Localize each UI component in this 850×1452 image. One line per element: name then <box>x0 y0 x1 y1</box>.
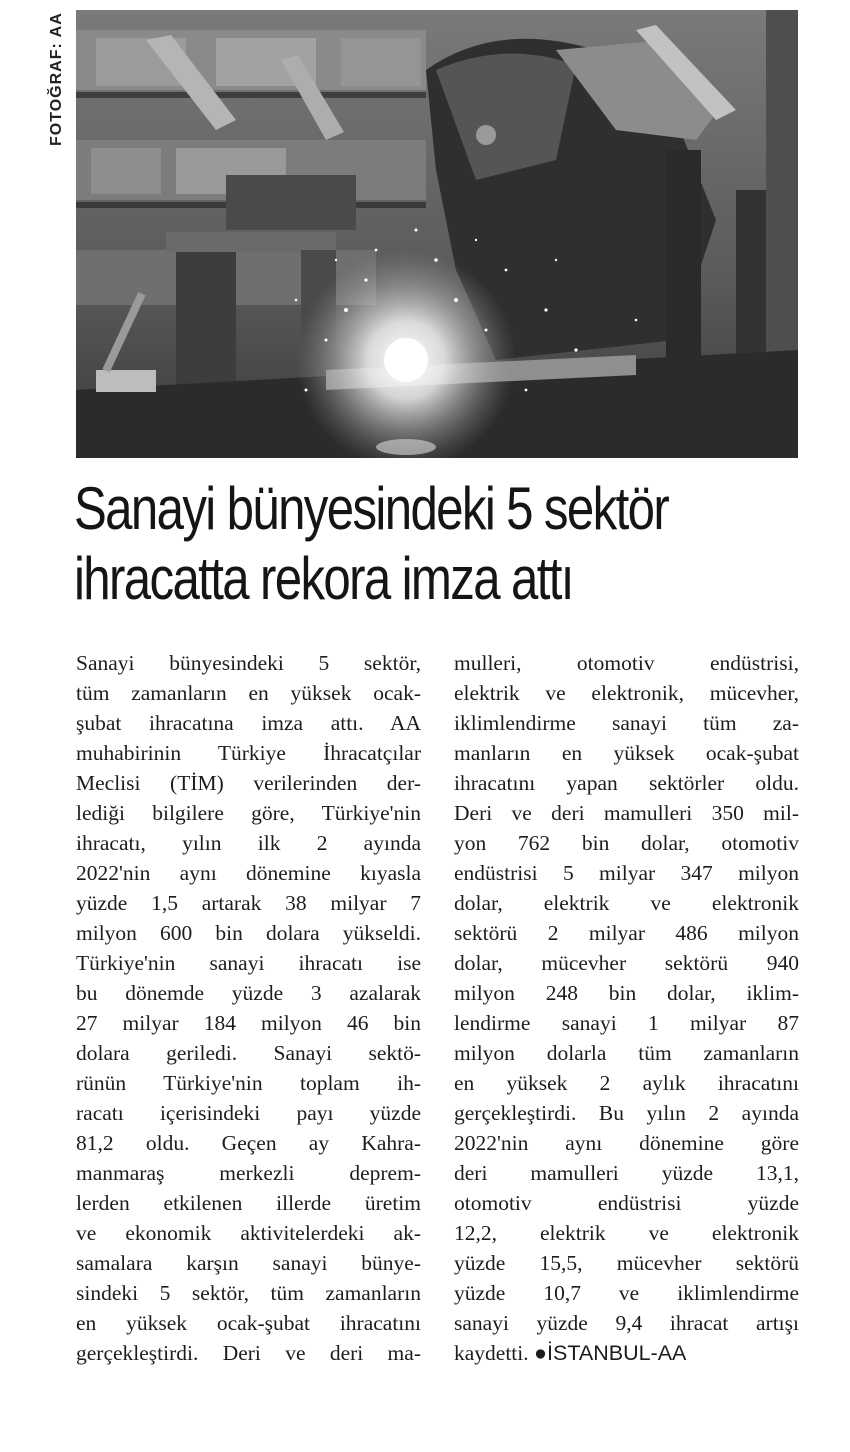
text-line: ihracatını yapan sektörler oldu. <box>454 771 799 795</box>
text-line: 81,2 oldu. Geçen ay Kahra- <box>76 1131 421 1155</box>
text-line: gerçekleştirdi. Deri ve deri ma- <box>76 1341 421 1365</box>
text-line: racatı içerisindeki payı yüzde <box>76 1101 421 1125</box>
text-line: manların en yüksek ocak-şubat <box>454 741 799 765</box>
final-text-line <box>454 1338 799 1368</box>
text-line: gerçekleştirdi. Bu yılın 2 ayında <box>454 1101 799 1125</box>
text-line: ve ekonomik aktivitelerdeki ak- <box>76 1221 421 1245</box>
text-line: en yüksek 2 aylık ihracatını <box>454 1071 799 1095</box>
text-line: lediği bilgilere göre, Türkiye'nin <box>76 801 421 825</box>
text-line: otomotiv endüstrisi yüzde <box>454 1191 799 1215</box>
bullet-icon: ● <box>534 1341 548 1365</box>
text-line: deri mamulleri yüzde 13,1, <box>454 1161 799 1185</box>
text-line: en yüksek ocak-şubat ihracatını <box>76 1311 421 1335</box>
text-line: mulleri, otomotiv endüstrisi, <box>454 651 799 675</box>
headline-line-2: ihracatta rekora imza attı <box>74 545 573 612</box>
text-line: rünün Türkiye'nin toplam ih- <box>76 1071 421 1095</box>
headline-line-1: Sanayi bünyesindeki 5 sektör <box>74 475 669 542</box>
text-line: yüzde 15,5, mücevher sektörü <box>454 1251 799 1275</box>
text-line: samalara karşın sanayi bünye- <box>76 1251 421 1275</box>
text-line: muhabirinin Türkiye İhracatçılar <box>76 741 421 765</box>
text-line: endüstrisi 5 milyar 347 milyon <box>454 861 799 885</box>
text-line: Türkiye'nin sanayi ihracatı ise <box>76 951 421 975</box>
text-line: milyon dolarla tüm zamanların <box>454 1041 799 1065</box>
text-line: 27 milyar 184 milyon 46 bin <box>76 1011 421 1035</box>
text-line: ihracatı, yılın ilk 2 ayında <box>76 831 421 855</box>
byline: İSTANBUL-AA <box>547 1341 687 1365</box>
text-line: elektrik ve elektronik, mücevher, <box>454 681 799 705</box>
text-line: 12,2, elektrik ve elektronik <box>454 1221 799 1245</box>
welding-worker-photo <box>76 10 798 458</box>
text-line: Sanayi bünyesindeki 5 sektör, <box>76 651 421 675</box>
text-line: dolar, elektrik ve elektronik <box>454 891 799 915</box>
text-line: milyon 248 bin dolar, iklim- <box>454 981 799 1005</box>
final-text: kaydetti. <box>454 1341 529 1365</box>
text-line: Meclisi (TİM) verilerinden der- <box>76 771 421 795</box>
text-line: tüm zamanların en yüksek ocak- <box>76 681 421 705</box>
text-line: bu dönemde yüzde 3 azalarak <box>76 981 421 1005</box>
text-line: dolara geriledi. Sanayi sektö- <box>76 1041 421 1065</box>
article-column-left <box>76 648 421 1368</box>
text-line: lendirme sanayi 1 milyar 87 <box>454 1011 799 1035</box>
text-line: sektörü 2 milyar 486 milyon <box>454 921 799 945</box>
text-line: sindeki 5 sektör, tüm zamanların <box>76 1281 421 1305</box>
text-line: yüzde 10,7 ve iklimlendirme <box>454 1281 799 1305</box>
text-line: milyon 600 bin dolara yükseldi. <box>76 921 421 945</box>
text-line: Deri ve deri mamulleri 350 mil- <box>454 801 799 825</box>
photo-credit: FOTOĞRAF: AA <box>48 12 65 146</box>
headline <box>74 474 678 614</box>
text-line: 2022'nin aynı dönemine göre <box>454 1131 799 1155</box>
text-line: sanayi yüzde 9,4 ihracat artışı <box>454 1311 799 1335</box>
text-line: 2022'nin aynı dönemine kıyasla <box>76 861 421 885</box>
article-column-right <box>454 648 799 1368</box>
text-line: dolar, mücevher sektörü 940 <box>454 951 799 975</box>
text-line: iklimlendirme sanayi tüm za- <box>454 711 799 735</box>
text-line: yon 762 bin dolar, otomotiv <box>454 831 799 855</box>
article-photo <box>76 10 798 458</box>
text-line: manmaraş merkezli deprem- <box>76 1161 421 1185</box>
text-line: yüzde 1,5 artarak 38 milyar 7 <box>76 891 421 915</box>
text-line: şubat ihracatına imza attı. AA <box>76 711 421 735</box>
text-line: lerden etkilenen illerde üretim <box>76 1191 421 1215</box>
